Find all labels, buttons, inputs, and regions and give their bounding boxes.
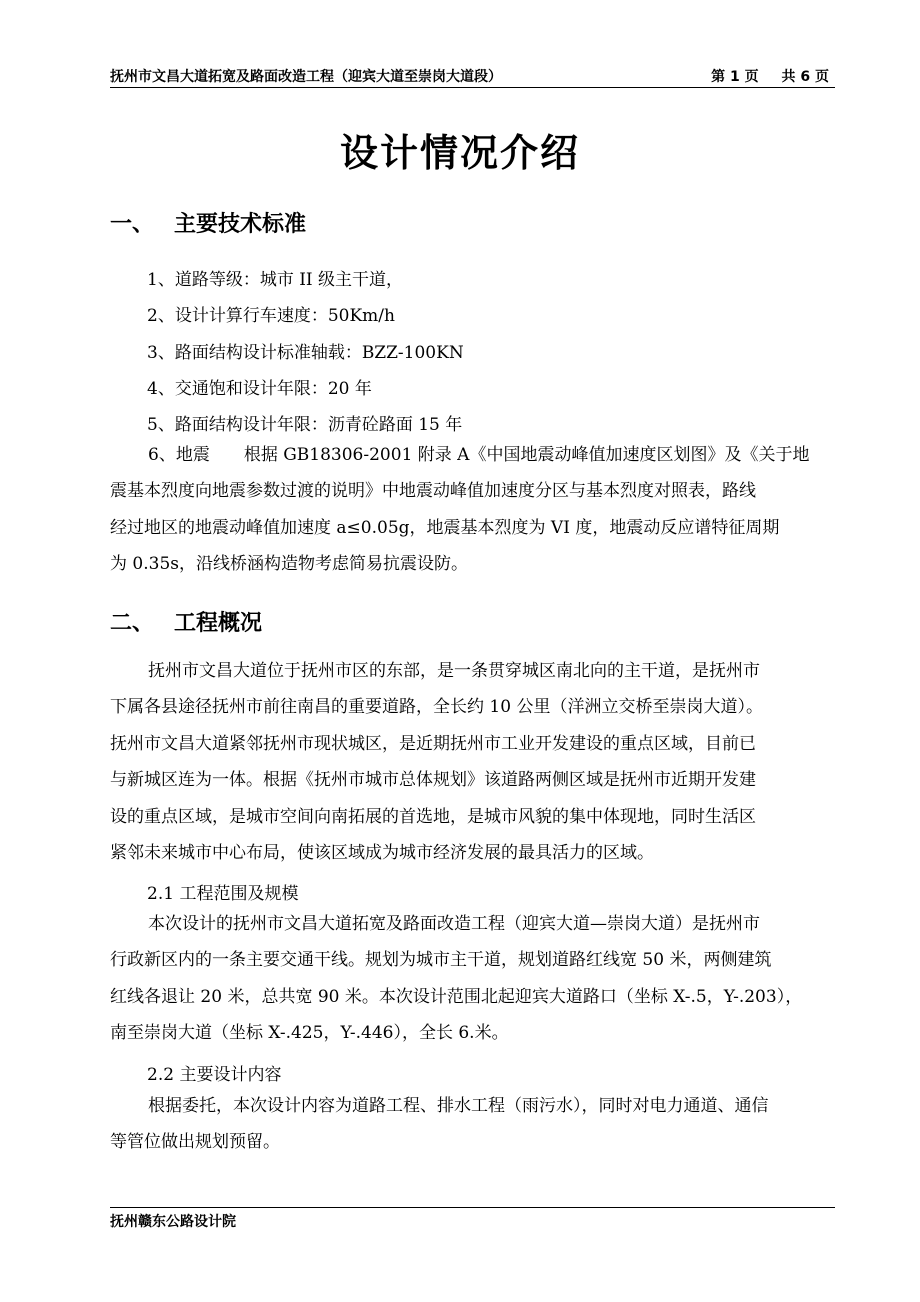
document-title: 设计情况介绍 [339,131,580,175]
paragraph-line: 经过地区的地震动峰值加速度 a≤0.05g，地震基本烈度为 VI 度，地震动反应谱特征周期 [110,517,780,538]
paragraph-content [110,1088,836,1161]
footer-org: 抚州赣东公路设计院 [110,1214,236,1230]
header-pagination [705,66,829,86]
page-total: 共 6 页 [781,69,829,85]
paragraph-line: 根据委托，本次设计内容为道路工程、排水工程（雨污水），同时对电力通道、通信 [148,1096,769,1116]
page-header [110,64,835,88]
header-divider [110,87,835,88]
section-number: 一、 [110,212,155,237]
list-item: 5、路面结构设计年限：沥青砼路面 15 年 [147,415,463,435]
paragraph-line: 为 0.35s，沿线桥涵构造物考虑简易抗震设防。 [110,554,468,575]
list-item: 2、设计计算行车速度：50Km/h [147,306,395,326]
paragraph-scope [110,906,836,1052]
section-heading-1 [110,207,306,238]
list-item: 3、路面结构设计标准轴载：BZZ-100KN [147,343,464,363]
paragraph-earthquake [110,437,836,583]
paragraph-line: 抚州市文昌大道紧邻抚州市现状城区，是近期抚州市工业开发建设的重点区域，目前已 [110,733,756,754]
paragraph-line: 下属各县途径抚州市前往南昌的重要道路，全长约 10 公里（洋洲立交桥至崇岗大道）。 [110,697,763,718]
list-item: 4、交通饱和设计年限：20 年 [147,379,372,399]
paragraph-line: 南至崇岗大道（坐标 X-.425，Y-.446），全长 6.米。 [110,1023,509,1044]
subsection-heading-2-2: 2.2 主要设计内容 [147,1065,282,1085]
subsection-heading-2-1: 2.1 工程范围及规模 [147,884,299,904]
paragraph-line: 6、地震 根据 GB18306-2001 附录 A《中国地震动峰值加速度区划图》及《关于地 [148,445,810,465]
header-title: 抚州市文昌大道拓宽及路面改造工程（迎宾大道至崇岗大道段） [110,69,502,85]
paragraph-line: 设的重点区域，是城市空间向南拓展的首选地，是城市风貌的集中体现地，同时生活区 [110,806,756,827]
paragraph-line: 与新城区连为一体。根据《抚州市城市总体规划》该道路两侧区域是抚州市近期开发建 [110,770,756,791]
paragraph-line: 等管位做出规划预留。 [110,1132,280,1153]
list-item: 1、道路等级：城市 II 级主干道， [147,270,404,290]
paragraph-line: 紧邻未来城市中心布局，使该区域成为城市经济发展的最具活力的区域。 [110,843,654,864]
section-title: 主要技术标准 [174,212,307,237]
paragraph-line: 红线各退让 20 米，总共宽 90 米。本次设计范围北起迎宾大道路口（坐标 X-.5，Y-.203）， [110,986,803,1007]
section-title: 工程概况 [174,611,263,636]
paragraph-line: 震基本烈度向地震参数过渡的说明》中地震动峰值加速度分区与基本烈度对照表，路线 [110,481,756,502]
paragraph-overview [110,653,836,871]
section-number: 二、 [110,611,155,636]
paragraph-line: 本次设计的抚州市文昌大道拓宽及路面改造工程（迎宾大道—崇岗大道）是抚州市 [148,914,760,934]
paragraph-line: 行政新区内的一条主要交通干线。规划为城市主干道，规划道路红线宽 50 米，两侧建筑 [110,950,772,971]
paragraph-line: 抚州市文昌大道位于抚州市区的东部，是一条贯穿城区南北向的主干道，是抚州市 [148,661,760,681]
page-number: 第 1 页 [711,69,759,85]
footer-divider [110,1207,835,1208]
section-heading-2 [110,606,262,637]
